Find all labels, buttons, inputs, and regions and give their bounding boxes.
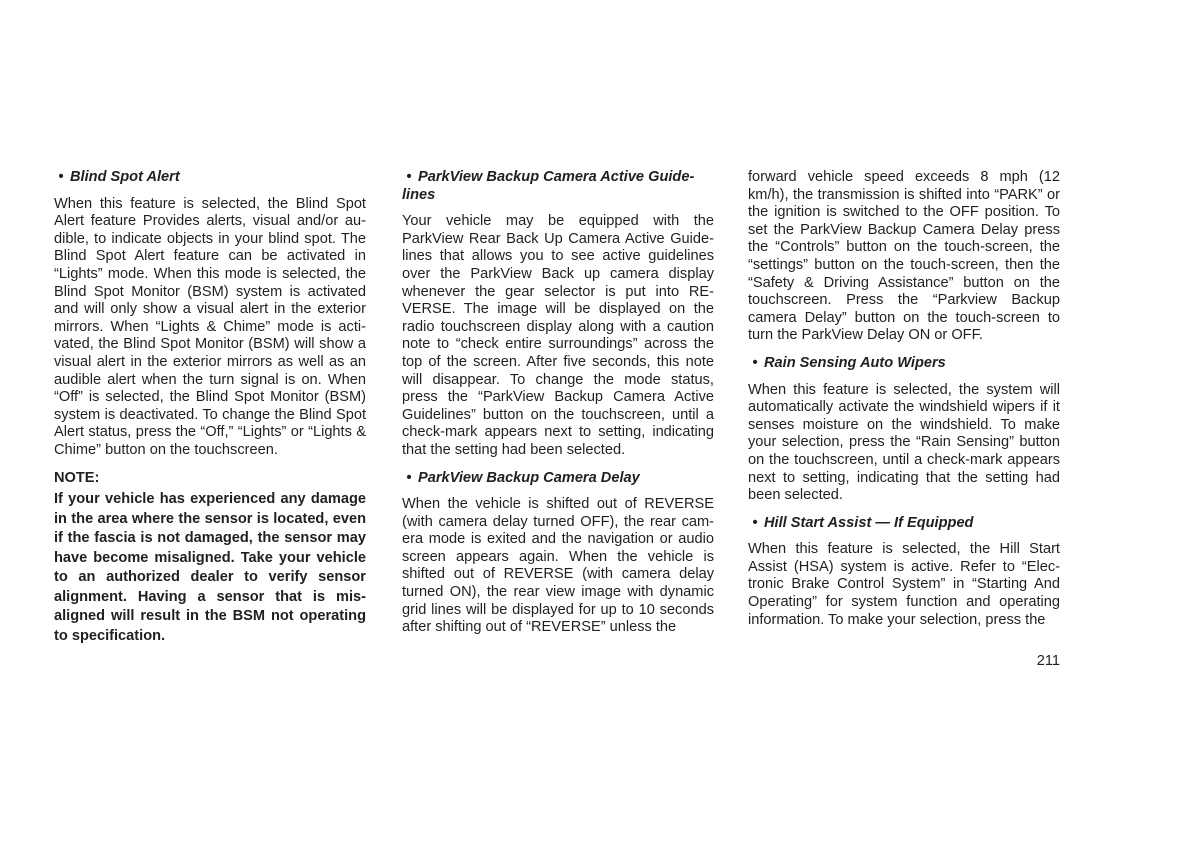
blind-spot-alert-heading bbox=[54, 169, 366, 187]
hill-start-body: When this feature is selected, the Hill Start Assist (HSA) system is active. Refer to “Elec-tronic Brake Control System” in “Starting And Operating” for system function and operating information. To make your selection, press the bbox=[748, 541, 1060, 628]
rain-sensing-body: When this feature is selected, the system will automatically activate the windshield wipers if it senses moisture on the windshield. To make your selection, press the “Rain Sensing” button on the touchscreen, until a check-mark appears next to setting, indicating that the setting had been selected. bbox=[748, 381, 1060, 504]
bullet: • bbox=[752, 514, 758, 531]
page-number: 211 bbox=[1036, 653, 1060, 669]
heading-text: Rain Sensing Auto Wipers bbox=[764, 354, 946, 371]
middle-column bbox=[402, 169, 714, 647]
camera-delay-heading bbox=[402, 470, 714, 488]
heading-text: ParkView Backup Camera Active Guide-lines bbox=[402, 169, 695, 203]
right-column bbox=[748, 169, 1060, 639]
blind-spot-alert-body: When this feature is selected, the Blind Spot Alert feature Provides alerts, visual and/or au-dible, to indicate objects in your blind spot. The Blind Spot Alert feature can be activated in “Lights” mode. When this mode is selected, the Blind Spot Monitor (BSM) system is activated and will only show a visual alert in the exterior mirrors. When “Lights & Chime” mode is acti-vated, the Blind Spot Monitor (BSM) will show a visual alert in the exterior mirrors as well as an audible alert when the turn signal is on. When “Off” is selected, the Blind Spot Monitor (BSM) system is deactivated. To change the Blind Spot Alert status, press the “Off,” “Lights” or “Lights & Chime” button on the touchscreen. bbox=[54, 195, 366, 458]
bullet: • bbox=[752, 354, 758, 371]
camera-delay-body: When the vehicle is shifted out of REVERSE (with camera delay turned OFF), the rear cam-era mode is exited and the navigation or audio screen appears again. When the vehicle is shifted out of REVERSE (with camera delay turned ON), the rear view image with dynamic grid lines will be displayed for up to 10 seconds after shifting out of “REVERSE” unless the bbox=[402, 496, 714, 636]
hill-start-heading bbox=[748, 515, 1060, 533]
left-column bbox=[54, 169, 366, 656]
bullet: • bbox=[406, 169, 412, 185]
heading-text: ParkView Backup Camera Delay bbox=[418, 469, 640, 486]
camera-delay-continued: forward vehicle speed exceeds 8 mph (12 km/h), the transmission is shifted into “PARK” or the ignition is switched to the OFF position. To set the ParkView Backup Camera Delay press the “Controls” button on the touch-screen, the “settings” button on the touch-screen, then the “Safety & Driving Assistance” button on the touchscreen. Press the “Parkview Backup camera Delay” button on the touch-screen to turn the ParkView Delay ON or OFF. bbox=[748, 169, 1060, 344]
note-label: NOTE: bbox=[54, 469, 100, 486]
note-text: If your vehicle has experienced any damage in the area where the sensor is located, even if the fascia is not damaged, the sensor may have become misaligned. Take your vehicle to an authorized dealer to verify sensor alignment. Having a sensor that is mis-aligned will result in the BSM not operating to specification. bbox=[54, 491, 366, 644]
rain-sensing-heading bbox=[748, 355, 1060, 373]
heading-text: Blind Spot Alert bbox=[70, 169, 180, 185]
heading-text: Hill Start Assist — If Equipped bbox=[764, 514, 974, 531]
active-guidelines-heading bbox=[402, 169, 714, 204]
active-guidelines-body: Your vehicle may be equipped with the ParkView Rear Back Up Camera Active Guide-lines that allows you to see active guidelines over the ParkView Back up camera display whenever the gear selector is put into RE-VERSE. The image will be displayed on the radio touchscreen display along with a caution note to “check entire surroundings” across the top of the screen. After five seconds, this note will disappear. To change the mode status, press the “ParkView Backup Camera Active Guidelines” button on the touchscreen, until a check-mark appears next to setting, indicating that the setting had been selected. bbox=[402, 213, 714, 458]
bullet: • bbox=[406, 469, 412, 486]
bullet: • bbox=[58, 169, 64, 185]
